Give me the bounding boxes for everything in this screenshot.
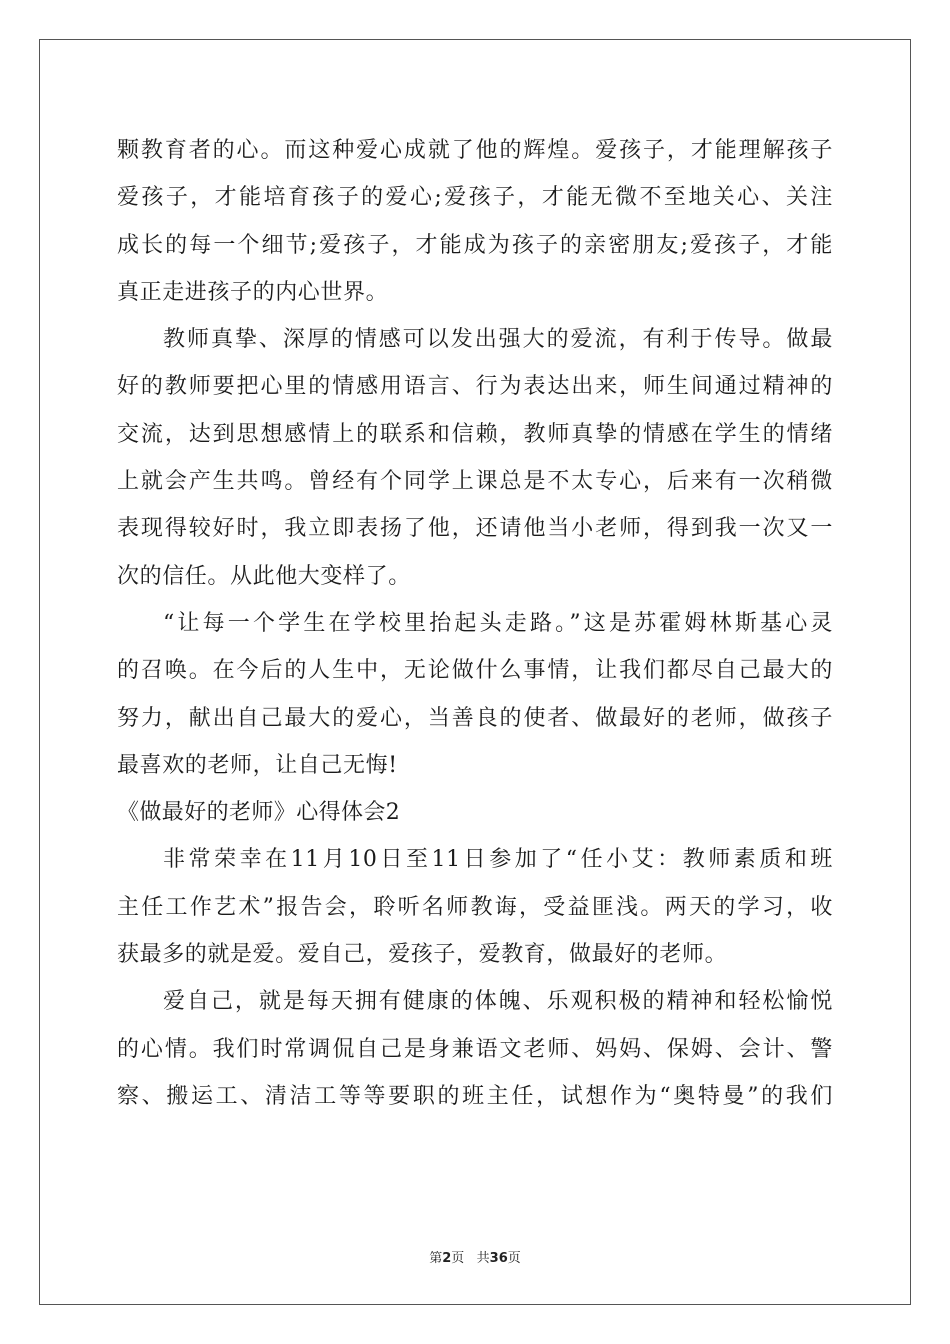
text-line: 的心情。我们时常调侃自己是身兼语文老师、妈妈、保姆、会计、警	[117, 1036, 833, 1062]
section-heading: 《做最好的老师》心得体会2	[117, 800, 401, 826]
page-separator: 页 共	[451, 1251, 490, 1266]
text-line: 上就会产生共鸣。曾经有个同学上课总是不太专心，后来有一次稍微	[117, 469, 833, 495]
page-footer	[0, 1247, 950, 1266]
text-line: 真正走进孩子的内心世界。	[117, 279, 389, 305]
text-line: 察、搬运工、清洁工等等要职的班主任，试想作为“奥特曼”的我们	[117, 1083, 833, 1109]
document-body	[117, 127, 833, 1120]
text-line: 努力，献出自己最大的爱心，当善良的使者、做最好的老师，做孩子	[117, 705, 833, 731]
text-line: 非常荣幸在11月10日至11日参加了“任小艾：教师素质和班	[163, 847, 833, 873]
text-line: 好的教师要把心里的情感用语言、行为表达出来，师生间通过精神的	[117, 374, 833, 400]
page-suffix: 页	[507, 1251, 521, 1266]
text-line: 交流，达到思想感情上的联系和信赖，教师真挚的情感在学生的情绪	[117, 421, 833, 447]
text-line: 最喜欢的老师，让自己无悔!	[117, 752, 398, 778]
text-line: 爱孩子，才能培育孩子的爱心;爱孩子，才能无微不至地关心、关注	[117, 185, 833, 211]
text-line: 成长的每一个细节;爱孩子，才能成为孩子的亲密朋友;爱孩子，才能	[117, 232, 833, 258]
text-line: 的召唤。在今后的人生中，无论做什么事情，让我们都尽自己最大的	[117, 658, 833, 684]
total-pages-number: 36	[489, 1251, 508, 1266]
text-line: 获最多的就是爱。爱自己，爱孩子，爱教育，做最好的老师。	[117, 942, 728, 968]
current-page-number: 2	[442, 1251, 452, 1266]
page-prefix: 第	[429, 1251, 443, 1266]
text-line: “让每一个学生在学校里抬起头走路。”这是苏霍姆林斯基心灵	[163, 610, 833, 636]
text-line: 次的信任。从此他大变样了。	[117, 563, 411, 589]
text-line: 主任工作艺术”报告会，聆听名师教诲，受益匪浅。两天的学习，收	[117, 894, 833, 920]
text-line: 教师真挚、深厚的情感可以发出强大的爱流，有利于传导。做最	[163, 327, 833, 353]
text-line: 颗教育者的心。而这种爱心成就了他的辉煌。爱孩子，才能理解孩子	[117, 138, 833, 163]
text-line: 爱自己，就是每天拥有健康的体魄、乐观积极的精神和轻松愉悦	[163, 989, 833, 1015]
text-line: 表现得较好时，我立即表扬了他，还请他当小老师，得到我一次又一	[117, 516, 833, 542]
